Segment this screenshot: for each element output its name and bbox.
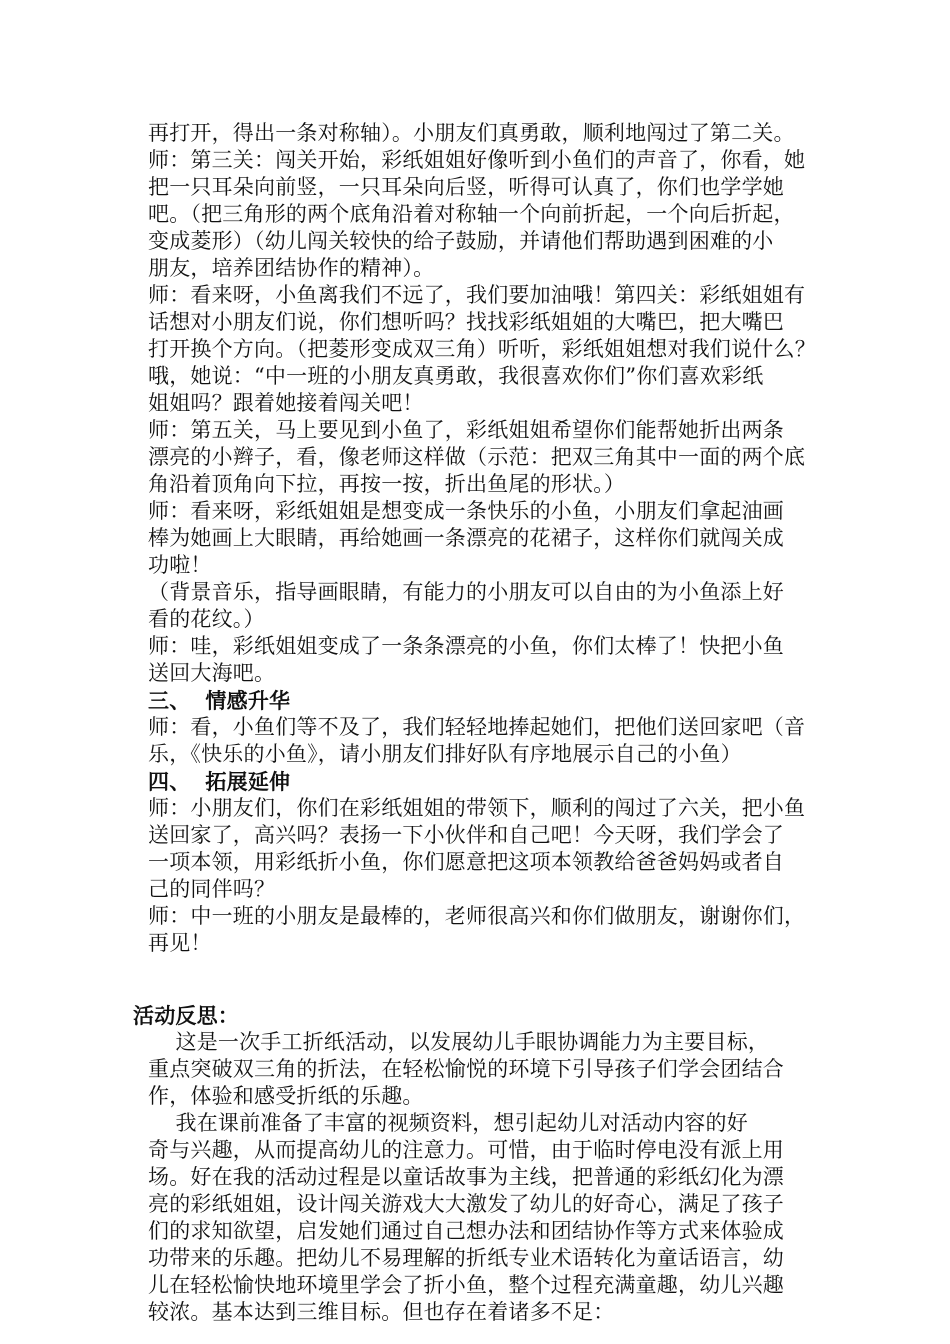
- text-line: 姐姐吗？跟着她接着闯关吧！: [148, 391, 424, 415]
- text-line: 角沿着顶角向下拉，再按一按，折出鱼尾的形状。）: [148, 472, 626, 496]
- text-line: 己的同伴吗？: [148, 877, 276, 901]
- text-line: 看的花纹。）: [148, 607, 265, 631]
- text-line: 话想对小朋友们说，你们想听吗？找找彩纸姐姐的大嘴巴，把大嘴巴: [148, 310, 784, 334]
- text-line: 师：看来呀，小鱼离我们不远了，我们要加油哦！第四关：彩纸姐姐有: [148, 283, 806, 307]
- text-line: 漂亮的小辫子，看，像老师这样做（示范：把双三角其中一面的两个底: [148, 445, 806, 469]
- text-line: 这是一次手工折纸活动，以发展幼儿手眼协调能力为主要目标，: [148, 1030, 770, 1054]
- text-line: 再见！: [148, 931, 212, 955]
- text-line: 功啦！: [148, 553, 212, 577]
- text-line: 师：看来呀，彩纸姐姐是想变成一条快乐的小鱼，小朋友们拿起油画: [148, 499, 784, 523]
- text-line: 场。好在我的活动过程是以童话故事为主线，把普通的彩纸幻化为漂: [148, 1165, 784, 1189]
- text-line: 棒为她画上大眼睛，再给她画一条漂亮的花裙子，这样你们就闯关成: [148, 526, 784, 550]
- section-three-body: [148, 714, 814, 768]
- text-line: （背景音乐，指导画眼睛，有能力的小朋友可以自由的为小鱼添上好: [148, 580, 784, 604]
- text-line: 师：第五关，马上要见到小鱼了，彩纸姐姐希望你们能帮她折出两条: [148, 418, 784, 442]
- text-line: 儿在轻松愉快地环境里学会了折小鱼，整个过程充满童趣，幼儿兴趣: [148, 1273, 784, 1297]
- text-line: 乐，《快乐的小鱼》，请小朋友们排好队有序地展示自己的小鱼）: [148, 742, 742, 766]
- reflection-paragraph-1: [148, 1029, 814, 1110]
- section-spacer: [148, 957, 814, 1002]
- text-line: 功带来的乐趣。把幼儿不易理解的折纸专业术语转化为童话语言，幼: [148, 1246, 784, 1270]
- text-line: 们的求知欲望，启发她们通过自己想办法和团结协作等方式来体验成: [148, 1219, 784, 1243]
- text-line: 师：第三关：闯关开始，彩纸姐姐好像听到小鱼们的声音了，你看，她: [148, 148, 806, 172]
- text-line: 送回大海吧。: [148, 661, 276, 685]
- text-line: 我在课前准备了丰富的视频资料，想引起幼儿对活动内容的好: [148, 1111, 748, 1135]
- reflection-paragraph-2: [148, 1110, 814, 1326]
- text-line: 师：中一班的小朋友是最棒的，老师很高兴和你们做朋友，谢谢你们，: [148, 904, 806, 928]
- section-heading-four: 四、 拓展延伸: [148, 769, 291, 794]
- text-line: 亮的彩纸姐姐，设计闯关游戏大大激发了幼儿的好奇心，满足了孩子: [148, 1192, 784, 1216]
- document-page: [133, 120, 816, 1326]
- text-line: 作，体验和感受折纸的乐趣。: [148, 1084, 424, 1108]
- text-line: 再打开，得出一条对称轴）。小朋友们真勇敢，顺利地闯过了第二关。: [148, 121, 795, 145]
- text-line: 师：哇，彩纸姐姐变成了一条条漂亮的小鱼，你们太棒了！快把小鱼: [148, 634, 784, 658]
- text-line: 送回家了，高兴吗？表扬一下小伙伴和自己吧！今天呀，我们学会了: [148, 823, 784, 847]
- text-line: 把一只耳朵向前竖，一只耳朵向后竖，听得可认真了，你们也学学她: [148, 175, 784, 199]
- text-line: 朋友，培养团结协作的精神）。: [148, 256, 435, 280]
- text-line: 一项本领，用彩纸折小鱼，你们愿意把这项本领教给爸爸妈妈或者自: [148, 850, 784, 874]
- text-line: 师：看，小鱼们等不及了，我们轻轻地捧起她们，把他们送回家吧（音: [148, 715, 806, 739]
- text-line: 重点突破双三角的折法，在轻松愉悦的环境下引导孩子们学会团结合: [148, 1057, 784, 1081]
- text-line: 哦，她说：“中一班的小朋友真勇敢，我很喜欢你们”你们喜欢彩纸: [148, 364, 764, 388]
- text-line: 打开换个方向。（把菱形变成双三角）听听，彩纸姐姐想对我们说什么？: [148, 337, 816, 361]
- text-line: 奇与兴趣，从而提高幼儿的注意力。可惜，由于临时停电没有派上用: [148, 1138, 784, 1162]
- reflection-title: 活动反思：: [133, 1003, 239, 1028]
- text-line: 师：小朋友们，你们在彩纸姐姐的带领下，顺利的闯过了六关，把小鱼: [148, 796, 806, 820]
- section-four-body: [148, 795, 814, 957]
- text-line: 吧。（把三角形的两个底角沿着对称轴一个向前折起，一个向后折起，: [148, 202, 795, 226]
- section-heading-three: 三、 情感升华: [148, 688, 291, 713]
- text-line: 较浓。基本达到三维目标。但也存在着诸多不足：: [148, 1300, 615, 1324]
- lesson-body-top: [148, 120, 814, 687]
- text-line: 变成菱形）（幼儿闯关较快的给子鼓励，并请他们帮助遇到困难的小: [148, 229, 774, 253]
